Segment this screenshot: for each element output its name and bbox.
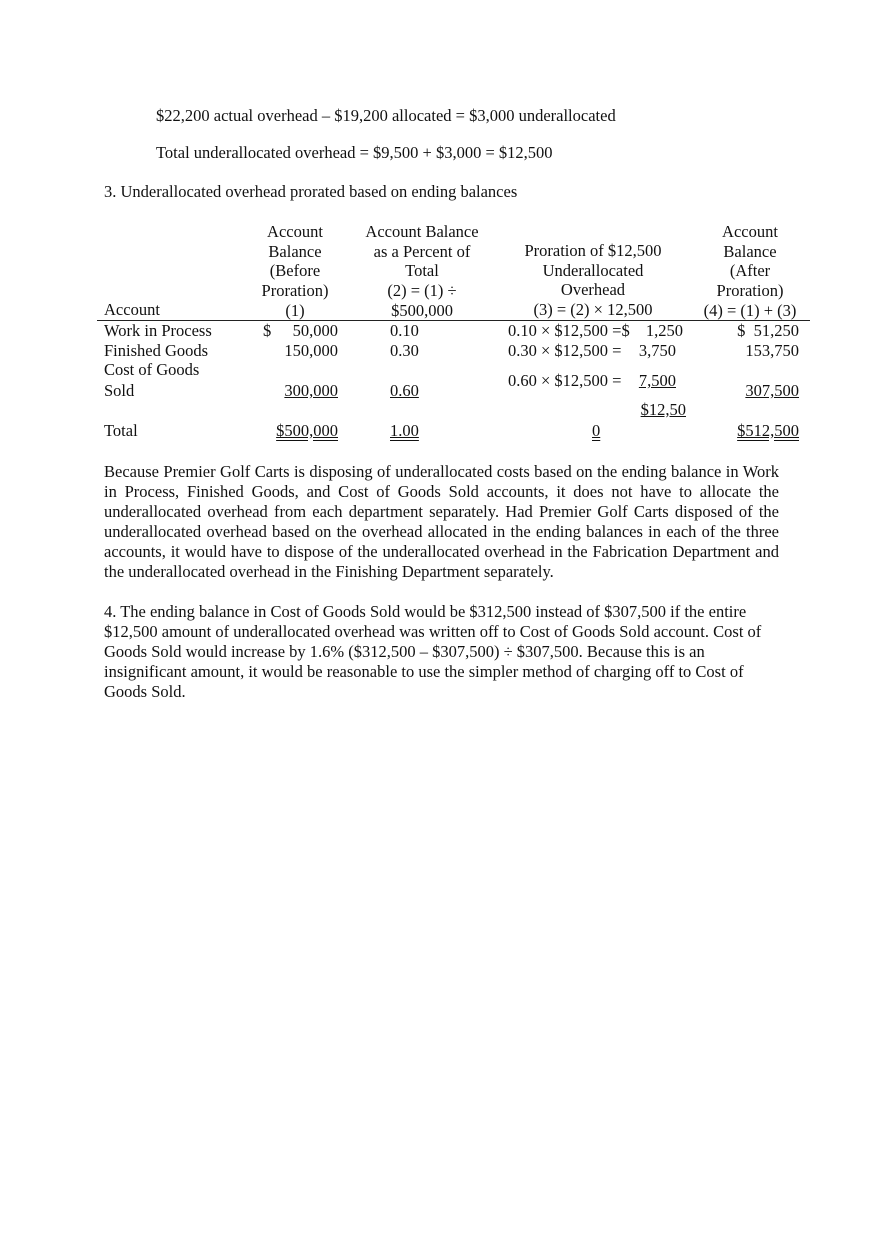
- row-balance: 300,000: [284, 381, 338, 400]
- header-percent-total: Account Balance as a Percent of Total (2) = (1) ÷ $500,000: [365, 222, 479, 320]
- row-calc: 0.10 × $12,500 =$: [508, 321, 630, 340]
- header-balance-after: Account Balance (After Proration) (4) = (1) + (3): [703, 222, 797, 320]
- total-balance: $500,000: [276, 421, 338, 440]
- row-account: Finished Goods: [104, 341, 209, 360]
- total-percent: 1.00: [390, 421, 419, 440]
- row-percent: 0.30: [390, 341, 419, 360]
- row-calc-value: 7,500: [638, 371, 676, 390]
- row-balance: 150,000: [284, 341, 338, 360]
- row-balance: 50,000: [292, 321, 338, 340]
- explanation-paragraph: Because Premier Golf Carts is disposing of underallocated costs based on the ending balance in Work in Process, Finished Goods, and Cost of Goods Sold accounts, it does not have to allocate the underallocated overhead from each department separately. Had Premier Golf Carts disposed of the underallocated overhead based on the overhead allocated in the ending balances in each of the three accounts, it would have to dispose of the underallocated overhead in the Fabrication Department and the underallocated overhead in the Finishing Department separately.: [104, 462, 779, 581]
- proration-subtotal: $12,50: [640, 400, 686, 419]
- row-calc: 0.30 × $12,500 =: [508, 341, 622, 360]
- row-after: $ 51,250: [737, 321, 799, 340]
- total-calc: 0: [592, 421, 601, 440]
- total-label: Total: [104, 421, 138, 440]
- header-proration: Proration of $12,500 Underallocated Overhead (3) = (2) × 12,500: [524, 241, 662, 320]
- overhead-line-2: Total underallocated overhead = $9,500 + $3,000 = $12,500: [156, 143, 553, 162]
- row-calc: 0.60 × $12,500 =: [508, 371, 622, 390]
- row-after: 307,500: [745, 381, 799, 400]
- overhead-line-1: $22,200 actual overhead – $19,200 allocated = $3,000 underallocated: [156, 106, 616, 125]
- row-percent: 0.10: [390, 321, 419, 340]
- row-percent: 0.60: [390, 381, 419, 400]
- row-calc-value: 1,250: [645, 321, 683, 340]
- total-after: $512,500: [737, 421, 799, 440]
- answer-4-paragraph: 4. The ending balance in Cost of Goods Sold would be $312,500 instead of $307,500 if the entire $12,500 amount of underallocated overhead was written off to Cost of Goods Sold account. Cost of Goods Sold would increase by 1.6% ($312,500 – $307,500) ÷ $307,500. Because this is an insignificant amount, it would be reasonable to use the simpler method of charging off to Cost of Goods Sold.: [104, 602, 762, 701]
- row-account-line1: Cost of Goods: [104, 360, 200, 379]
- row-after: 153,750: [745, 341, 799, 360]
- row-account-line2: Sold: [104, 381, 135, 400]
- row-calc-value: 3,750: [638, 341, 676, 360]
- header-account: Account: [104, 300, 160, 319]
- row-account: Work in Process: [104, 321, 212, 340]
- header-balance-before: Account Balance (Before Proration) (1): [261, 222, 329, 320]
- section-3-heading: 3. Underallocated overhead prorated based on ending balances: [104, 182, 518, 201]
- row-dollar-sign: $: [263, 321, 272, 340]
